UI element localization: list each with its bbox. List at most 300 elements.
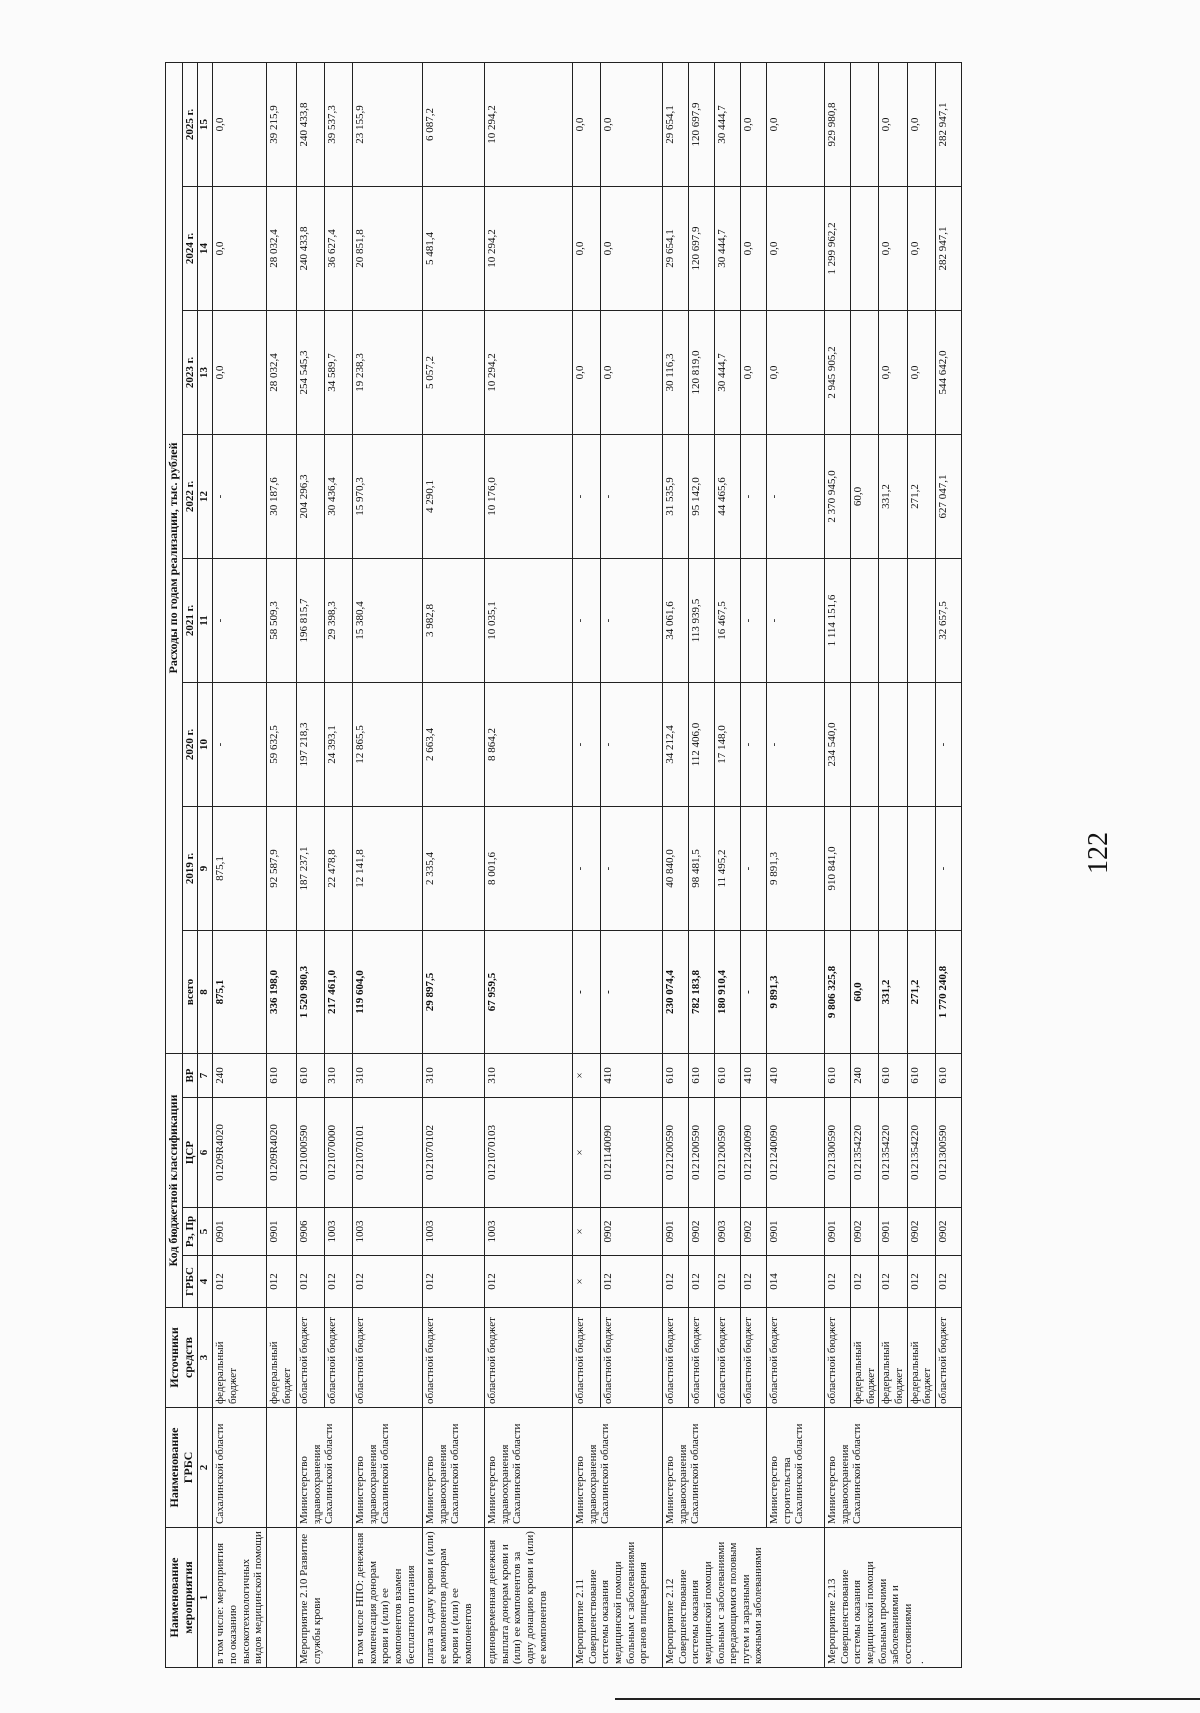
grbs-name: Министерство здравоохранения Сахалинской области xyxy=(825,1408,962,1528)
vr-code: 240 xyxy=(851,1053,879,1097)
vr-code: 610 xyxy=(689,1053,715,1097)
measure-name-empty xyxy=(267,1528,297,1668)
value-2020: - xyxy=(935,682,961,806)
value-2022: 15 970,3 xyxy=(353,434,423,558)
value-2019: 2 335,4 xyxy=(423,806,485,930)
value-2024: 0,0 xyxy=(601,186,663,310)
header-year: 2022 г. xyxy=(182,434,198,558)
value-2021: - xyxy=(741,558,767,682)
value-2025: 39 215,9 xyxy=(267,62,297,186)
funding-source: федеральный бюджет xyxy=(851,1308,879,1408)
value-total: 1 520 980,3 xyxy=(297,930,325,1053)
header-csr: ЦСР xyxy=(182,1098,198,1208)
column-number: 7 xyxy=(198,1053,213,1097)
value-2025: 0,0 xyxy=(213,62,267,186)
vr-code: × xyxy=(573,1053,601,1097)
value-2021 xyxy=(907,558,935,682)
column-number: 9 xyxy=(198,806,213,930)
table-row xyxy=(353,62,423,1667)
table-row xyxy=(485,62,573,1667)
grbs-name: Министерство здравоохранения Сахалинской области xyxy=(297,1408,353,1528)
value-2020: 8 864,2 xyxy=(485,682,573,806)
value-2023: 10 294,2 xyxy=(485,310,573,434)
value-2019: 875,1 xyxy=(213,806,267,930)
value-2020: 34 212,4 xyxy=(663,682,689,806)
value-2020 xyxy=(879,682,907,806)
grbs-name: Министерство здравоохранения Сахалинской области xyxy=(485,1408,573,1528)
value-2024: 0,0 xyxy=(767,186,825,310)
value-2019: 98 481,5 xyxy=(689,806,715,930)
value-2022: - xyxy=(573,434,601,558)
value-2023: 0,0 xyxy=(741,310,767,434)
value-2021: 1 114 151,6 xyxy=(825,558,851,682)
funding-source: областной бюджет xyxy=(573,1308,601,1408)
value-2022: - xyxy=(213,434,267,558)
value-2021: 32 657,5 xyxy=(935,558,961,682)
csr-code: 0121000590 xyxy=(297,1098,325,1208)
vr-code: 610 xyxy=(663,1053,689,1097)
column-number: 14 xyxy=(198,186,213,310)
value-2021: 10 035,1 xyxy=(485,558,573,682)
grbs-name: Министерство строительства Сахалинской области xyxy=(767,1408,825,1528)
value-2020: 12 865,5 xyxy=(353,682,423,806)
value-2025: 0,0 xyxy=(741,62,767,186)
value-total: 67 959,5 xyxy=(485,930,573,1053)
measure-name: Мероприятие 2.11 Совершенствование системы оказания медицинской помощи больным с заболеваниями органов пищеварения xyxy=(573,1528,663,1668)
rzpr-code: 0902 xyxy=(689,1208,715,1256)
column-number: 4 xyxy=(198,1256,213,1308)
measure-name-text: Мероприятие 2.13 Совершенствование системы оказания медицинской помощи больным прочими заболеваниями и состояниями xyxy=(826,1561,914,1664)
grbs-code: × xyxy=(573,1256,601,1308)
value-2025: 282 947,1 xyxy=(935,62,961,186)
value-2019: 22 478,8 xyxy=(325,806,353,930)
column-number: 6 xyxy=(198,1098,213,1208)
header-rzpr: Рз, Пр xyxy=(182,1208,198,1256)
value-2022: 627 047,1 xyxy=(935,434,961,558)
value-2024: 36 627,4 xyxy=(325,186,353,310)
csr-code: 0121200590 xyxy=(663,1098,689,1208)
grbs-code: 012 xyxy=(879,1256,907,1308)
vr-code: 410 xyxy=(601,1053,663,1097)
column-number: 5 xyxy=(198,1208,213,1256)
value-2019: 8 001,6 xyxy=(485,806,573,930)
rzpr-code: 0902 xyxy=(907,1208,935,1256)
value-2023: 254 545,3 xyxy=(297,310,325,434)
value-2025: 0,0 xyxy=(573,62,601,186)
value-2022: 204 296,3 xyxy=(297,434,325,558)
value-2020: 2 663,4 xyxy=(423,682,485,806)
funding-source: федеральный бюджет xyxy=(267,1308,297,1408)
rzpr-code: 0901 xyxy=(825,1208,851,1256)
rzpr-code: 0901 xyxy=(267,1208,297,1256)
value-2024: 10 294,2 xyxy=(485,186,573,310)
column-number: 11 xyxy=(198,558,213,682)
value-2019: - xyxy=(935,806,961,930)
header-year: 2019 г. xyxy=(182,806,198,930)
value-total: 9 806 325,8 xyxy=(825,930,851,1053)
column-number-row xyxy=(198,62,213,1667)
value-2019: 40 840,0 xyxy=(663,806,689,930)
rzpr-code: × xyxy=(573,1208,601,1256)
grbs-code: 012 xyxy=(663,1256,689,1308)
csr-code: × xyxy=(573,1098,601,1208)
value-2020: 59 632,5 xyxy=(267,682,297,806)
column-number: 12 xyxy=(198,434,213,558)
measure-name-dot: . xyxy=(914,1661,927,1664)
header-total: всего xyxy=(182,930,198,1053)
value-total: 60,0 xyxy=(851,930,879,1053)
csr-code: 0121200590 xyxy=(689,1098,715,1208)
header-year: 2020 г. xyxy=(182,682,198,806)
rzpr-code: 0903 xyxy=(715,1208,741,1256)
header-sources: Источники средств xyxy=(166,1308,198,1408)
value-2019: - xyxy=(741,806,767,930)
value-2021: - xyxy=(601,558,663,682)
measure-name: в том числе: мероприятия по оказанию высокотехнологичных видов медицинской помощи xyxy=(213,1528,267,1668)
funding-source: областной бюджет xyxy=(935,1308,961,1408)
value-2020 xyxy=(851,682,879,806)
table-row xyxy=(663,62,689,1667)
value-2019: 187 237,1 xyxy=(297,806,325,930)
value-2024: 28 032,4 xyxy=(267,186,297,310)
value-2020: - xyxy=(601,682,663,806)
rzpr-code: 1003 xyxy=(423,1208,485,1256)
funding-source: областной бюджет xyxy=(485,1308,573,1408)
vr-code: 610 xyxy=(907,1053,935,1097)
grbs-code: 012 xyxy=(267,1256,297,1308)
grbs-code: 012 xyxy=(325,1256,353,1308)
funding-source: областной бюджет xyxy=(715,1308,741,1408)
csr-code: 0121070101 xyxy=(353,1098,423,1208)
value-2020 xyxy=(907,682,935,806)
value-2020: - xyxy=(573,682,601,806)
value-2022: - xyxy=(767,434,825,558)
column-number: 10 xyxy=(198,682,213,806)
value-2025: 30 444,7 xyxy=(715,62,741,186)
funding-source: областной бюджет xyxy=(663,1308,689,1408)
vr-code: 610 xyxy=(297,1053,325,1097)
funding-source: областной бюджет xyxy=(767,1308,825,1408)
value-2024: 240 433,8 xyxy=(297,186,325,310)
grbs-code: 012 xyxy=(825,1256,851,1308)
value-2023 xyxy=(851,310,879,434)
rzpr-code: 0901 xyxy=(767,1208,825,1256)
header-grbs: ГРБС xyxy=(182,1256,198,1308)
value-2022: 10 176,0 xyxy=(485,434,573,558)
value-2022: 60,0 xyxy=(851,434,879,558)
rzpr-code: 0902 xyxy=(851,1208,879,1256)
csr-code: 0121070102 xyxy=(423,1098,485,1208)
value-2019 xyxy=(879,806,907,930)
value-total: 336 198,0 xyxy=(267,930,297,1053)
value-2022: - xyxy=(741,434,767,558)
value-total: 230 074,4 xyxy=(663,930,689,1053)
value-2024: 29 654,1 xyxy=(663,186,689,310)
header-grbs-name: Наименование ГРБС xyxy=(166,1408,198,1528)
value-2023: 0,0 xyxy=(213,310,267,434)
grbs-name: Сахалинской области xyxy=(213,1408,267,1528)
column-number: 8 xyxy=(198,930,213,1053)
rzpr-code: 0901 xyxy=(879,1208,907,1256)
funding-source: областной бюджет xyxy=(601,1308,663,1408)
value-2020: - xyxy=(741,682,767,806)
funding-source: областной бюджет xyxy=(825,1308,851,1408)
csr-code: 0121300590 xyxy=(825,1098,851,1208)
rzpr-code: 0902 xyxy=(741,1208,767,1256)
header-year: 2025 г. xyxy=(182,62,198,186)
value-2025: 23 155,9 xyxy=(353,62,423,186)
value-2024: 0,0 xyxy=(213,186,267,310)
value-2023: 0,0 xyxy=(601,310,663,434)
table-row xyxy=(267,62,297,1667)
value-2020: - xyxy=(213,682,267,806)
value-2022: 331,2 xyxy=(879,434,907,558)
header-budget-code: Код бюджетной классификации xyxy=(166,1053,183,1307)
value-2023: 19 238,3 xyxy=(353,310,423,434)
csr-code: 0121354220 xyxy=(851,1098,879,1208)
grbs-name-empty xyxy=(267,1408,297,1528)
vr-code: 310 xyxy=(353,1053,423,1097)
value-2021: 16 467,5 xyxy=(715,558,741,682)
grbs-name: Министерство здравоохранения Сахалинской области xyxy=(423,1408,485,1528)
value-2023: 28 032,4 xyxy=(267,310,297,434)
header-vr: ВР xyxy=(182,1053,198,1097)
funding-source: федеральный бюджет xyxy=(907,1308,935,1408)
value-2023: 120 819,0 xyxy=(689,310,715,434)
header-year: 2024 г. xyxy=(182,186,198,310)
grbs-code: 012 xyxy=(741,1256,767,1308)
grbs-code: 012 xyxy=(485,1256,573,1308)
funding-source: областной бюджет xyxy=(741,1308,767,1408)
table-row xyxy=(297,62,325,1667)
funding-source: областной бюджет xyxy=(325,1308,353,1408)
column-number: 3 xyxy=(198,1308,213,1408)
value-2023: 544 642,0 xyxy=(935,310,961,434)
value-2025 xyxy=(851,62,879,186)
value-2019: 9 891,3 xyxy=(767,806,825,930)
grbs-code: 012 xyxy=(851,1256,879,1308)
value-2024: 282 947,1 xyxy=(935,186,961,310)
value-2023: 34 589,7 xyxy=(325,310,353,434)
value-2025: 6 087,2 xyxy=(423,62,485,186)
value-2024: 30 444,7 xyxy=(715,186,741,310)
value-2024: 0,0 xyxy=(879,186,907,310)
vr-code: 310 xyxy=(485,1053,573,1097)
rzpr-code: 0901 xyxy=(213,1208,267,1256)
header-expenses: Расходы по годам реализации, тыс. рублей xyxy=(166,62,183,1053)
value-2019: - xyxy=(601,806,663,930)
grbs-code: 012 xyxy=(353,1256,423,1308)
value-2021: 3 982,8 xyxy=(423,558,485,682)
value-2022: - xyxy=(601,434,663,558)
value-2025: 929 980,8 xyxy=(825,62,851,186)
value-2022: 31 535,9 xyxy=(663,434,689,558)
value-2023: 0,0 xyxy=(767,310,825,434)
value-2021: 113 939,5 xyxy=(689,558,715,682)
rzpr-code: 1003 xyxy=(325,1208,353,1256)
value-2023: 0,0 xyxy=(907,310,935,434)
value-2022: 2 370 945,0 xyxy=(825,434,851,558)
value-2021: 58 509,3 xyxy=(267,558,297,682)
measure-name: единовременная денежная выплата донорам крови и (или) ее компонентов за одну донацию крови и (или) ее компонентов xyxy=(485,1528,573,1668)
value-2025: 29 654,1 xyxy=(663,62,689,186)
grbs-name: Министерство здравоохранения Сахалинской области xyxy=(353,1408,423,1528)
value-2024: 0,0 xyxy=(741,186,767,310)
header-measure-name: Наименование мероприятия xyxy=(166,1528,198,1668)
value-total: 1 770 240,8 xyxy=(935,930,961,1053)
value-2025: 120 697,9 xyxy=(689,62,715,186)
header-year: 2023 г. xyxy=(182,310,198,434)
value-total: - xyxy=(573,930,601,1053)
value-2024 xyxy=(851,186,879,310)
rzpr-code: 1003 xyxy=(485,1208,573,1256)
value-2022: 30 187,6 xyxy=(267,434,297,558)
grbs-code: 014 xyxy=(767,1256,825,1308)
value-2023: 0,0 xyxy=(879,310,907,434)
vr-code: 610 xyxy=(879,1053,907,1097)
budget-table-wrapper xyxy=(165,62,962,1668)
value-2024: 1 299 962,2 xyxy=(825,186,851,310)
measure-name: Мероприятие 2.12 Совершенствование системы оказания медицинской помощи больным с заболеваниями передающимися половым путем и заразными кожными заболеваниями xyxy=(663,1528,825,1668)
value-2023: 0,0 xyxy=(573,310,601,434)
vr-code: 610 xyxy=(825,1053,851,1097)
rzpr-code: 0902 xyxy=(935,1208,961,1256)
value-2019: 12 141,8 xyxy=(353,806,423,930)
value-total: - xyxy=(741,930,767,1053)
value-2022: 271,2 xyxy=(907,434,935,558)
value-total: 331,2 xyxy=(879,930,907,1053)
value-2025: 240 433,8 xyxy=(297,62,325,186)
value-total: - xyxy=(601,930,663,1053)
value-2020: - xyxy=(767,682,825,806)
funding-source: областной бюджет xyxy=(353,1308,423,1408)
value-2024: 5 481,4 xyxy=(423,186,485,310)
csr-code: 0121200590 xyxy=(715,1098,741,1208)
measure-name xyxy=(825,1528,962,1668)
value-2021: 34 061,6 xyxy=(663,558,689,682)
value-2022: 95 142,0 xyxy=(689,434,715,558)
value-2023: 30 444,7 xyxy=(715,310,741,434)
value-2019 xyxy=(851,806,879,930)
value-2024: 0,0 xyxy=(573,186,601,310)
column-number: 15 xyxy=(198,62,213,186)
grbs-code: 012 xyxy=(935,1256,961,1308)
table-row xyxy=(825,62,851,1667)
vr-code: 410 xyxy=(741,1053,767,1097)
grbs-code: 012 xyxy=(907,1256,935,1308)
value-2021 xyxy=(879,558,907,682)
csr-code: 0121070103 xyxy=(485,1098,573,1208)
value-2025: 0,0 xyxy=(879,62,907,186)
column-number: 2 xyxy=(198,1408,213,1528)
vr-code: 610 xyxy=(935,1053,961,1097)
value-2025: 10 294,2 xyxy=(485,62,573,186)
rzpr-code: 0901 xyxy=(663,1208,689,1256)
value-2021: 15 380,4 xyxy=(353,558,423,682)
csr-code: 0121300590 xyxy=(935,1098,961,1208)
value-2021: 196 815,7 xyxy=(297,558,325,682)
value-2019: - xyxy=(573,806,601,930)
budget-expenses-table xyxy=(165,62,962,1668)
value-2024: 20 851,8 xyxy=(353,186,423,310)
table-row xyxy=(767,62,825,1667)
csr-code: 0121240090 xyxy=(741,1098,767,1208)
funding-source: федеральный бюджет xyxy=(879,1308,907,1408)
value-total: 271,2 xyxy=(907,930,935,1053)
value-2020: 197 218,3 xyxy=(297,682,325,806)
csr-code: 0121240090 xyxy=(767,1098,825,1208)
grbs-name: Министерство здравоохранения Сахалинской области xyxy=(663,1408,767,1528)
csr-code: 0121140090 xyxy=(601,1098,663,1208)
vr-code: 310 xyxy=(423,1053,485,1097)
vr-code: 610 xyxy=(267,1053,297,1097)
funding-source: областной бюджет xyxy=(423,1308,485,1408)
column-number: 1 xyxy=(198,1528,213,1668)
value-2025: 0,0 xyxy=(907,62,935,186)
value-2021: - xyxy=(767,558,825,682)
funding-source: областной бюджет xyxy=(297,1308,325,1408)
grbs-code: 012 xyxy=(297,1256,325,1308)
rzpr-code: 0906 xyxy=(297,1208,325,1256)
vr-code: 610 xyxy=(715,1053,741,1097)
csr-code: 01209R4020 xyxy=(267,1098,297,1208)
value-total: 9 891,3 xyxy=(767,930,825,1053)
value-2020: 17 148,0 xyxy=(715,682,741,806)
value-total: 217 461,0 xyxy=(325,930,353,1053)
value-2025: 0,0 xyxy=(767,62,825,186)
vr-code: 410 xyxy=(767,1053,825,1097)
value-2021: 29 398,3 xyxy=(325,558,353,682)
value-2021: - xyxy=(573,558,601,682)
grbs-code: 012 xyxy=(423,1256,485,1308)
value-2020: 24 393,1 xyxy=(325,682,353,806)
grbs-code: 012 xyxy=(213,1256,267,1308)
value-2023: 5 057,2 xyxy=(423,310,485,434)
page-number: 122 xyxy=(1083,832,1114,874)
value-2019 xyxy=(907,806,935,930)
value-2023: 2 945 905,2 xyxy=(825,310,851,434)
value-2021 xyxy=(851,558,879,682)
value-2019: 910 841,0 xyxy=(825,806,851,930)
value-2023: 30 116,3 xyxy=(663,310,689,434)
measure-name: плата за сдачу крови и (или) ее компонентов донорам крови и (или) ее компонентов xyxy=(423,1528,485,1668)
grbs-code: 012 xyxy=(601,1256,663,1308)
value-total: 875,1 xyxy=(213,930,267,1053)
grbs-code: 012 xyxy=(689,1256,715,1308)
value-total: 180 910,4 xyxy=(715,930,741,1053)
header-year: 2021 г. xyxy=(182,558,198,682)
grbs-name: Министерство здравоохранения Сахалинской области xyxy=(573,1408,663,1528)
grbs-code: 012 xyxy=(715,1256,741,1308)
table-row xyxy=(213,62,267,1667)
value-2020: 234 540,0 xyxy=(825,682,851,806)
value-2024: 120 697,9 xyxy=(689,186,715,310)
measure-name: в том числе НПО: денежная компенсация донорам крови и (или) ее компонентов взамен бесплатного питания xyxy=(353,1528,423,1668)
table-row xyxy=(423,62,485,1667)
csr-code: 0121070000 xyxy=(325,1098,353,1208)
value-2021: - xyxy=(213,558,267,682)
rzpr-code: 1003 xyxy=(353,1208,423,1256)
table-row xyxy=(573,62,601,1667)
value-total: 119 604,0 xyxy=(353,930,423,1053)
csr-code: 0121354220 xyxy=(879,1098,907,1208)
csr-code: 0121354220 xyxy=(907,1098,935,1208)
funding-source: федеральный бюджет xyxy=(213,1308,267,1408)
csr-code: 01209R4020 xyxy=(213,1098,267,1208)
value-total: 782 183,8 xyxy=(689,930,715,1053)
vr-code: 240 xyxy=(213,1053,267,1097)
funding-source: областной бюджет xyxy=(689,1308,715,1408)
